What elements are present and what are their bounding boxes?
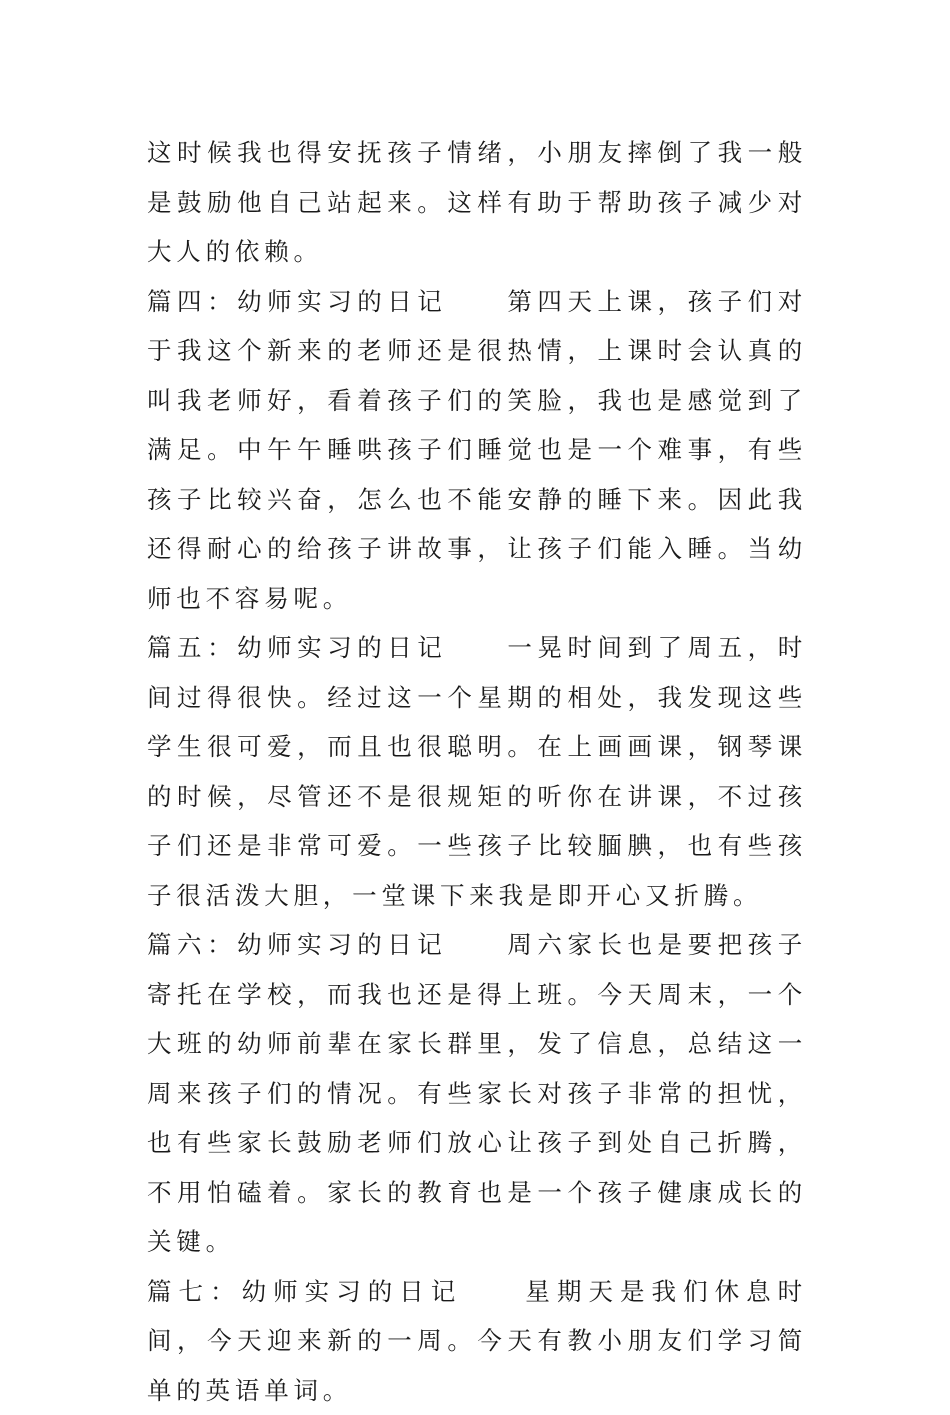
paragraph-diary-6: 篇六：幼师实习的日记 周六家长也是要把孩子寄托在学校，而我也还是得上班。今天周末，一个大班的幼师前辈在家长群里，发了信息，总结这一周来孩子们的情况。有些家长对孩子非常的担忧，也有些家长鼓励老师们放心让孩子到处自己折腾，不用怕磕着。家长的教育也是一个孩子健康成长的关键。 — [147, 920, 807, 1267]
paragraph-diary-7: 篇七：幼师实习的日记 星期天是我们休息时间，今天迎来新的一周。今天有教小朋友们学习简单的英语单词。 — [147, 1267, 807, 1415]
document-body — [147, 128, 807, 1415]
paragraph-diary-4: 篇四：幼师实习的日记 第四天上课，孩子们对于我这个新来的老师还是很热情，上课时会认真的叫我老师好，看着孩子们的笑脸，我也是感觉到了满足。中午午睡哄孩子们睡觉也是一个难事，有些孩子比较兴奋，怎么也不能安静的睡下来。因此我还得耐心的给孩子讲故事，让孩子们能入睡。当幼师也不容易呢。 — [147, 277, 807, 624]
paragraph-diary-5: 篇五：幼师实习的日记 一晃时间到了周五，时间过得很快。经过这一个星期的相处，我发现这些学生很可爱，而且也很聪明。在上画画课，钢琴课的时候，尽管还不是很规矩的听你在讲课，不过孩子们还是非常可爱。一些孩子比较腼腆，也有些孩子很活泼大胆，一堂课下来我是即开心又折腾。 — [147, 623, 807, 920]
paragraph-continuation: 这时候我也得安抚孩子情绪，小朋友摔倒了我一般是鼓励他自己站起来。这样有助于帮助孩子减少对大人的依赖。 — [147, 128, 807, 277]
